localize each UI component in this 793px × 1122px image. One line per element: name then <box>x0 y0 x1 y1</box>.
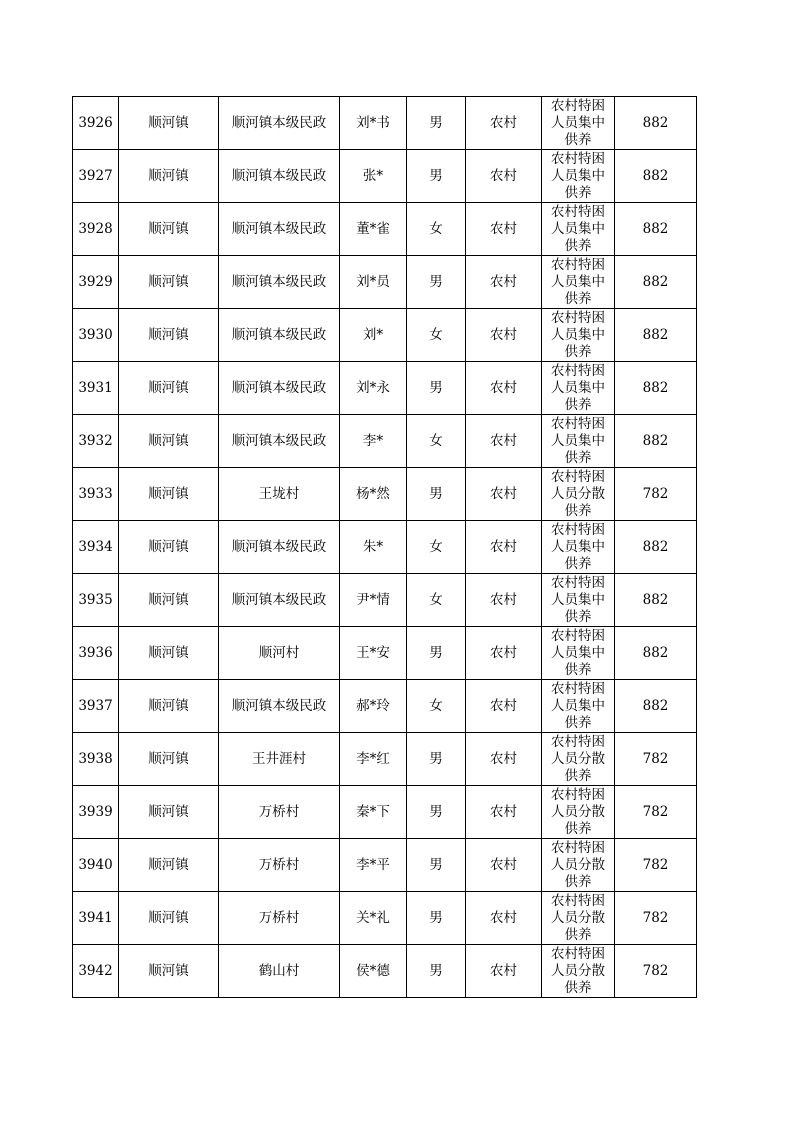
support-type-line: 供养 <box>564 874 592 890</box>
unit-cell: 顺河镇本级民政 <box>219 574 340 627</box>
support-type-cell <box>542 733 615 786</box>
support-type-line: 农村特困 <box>551 787 605 803</box>
support-type-line: 人员分散 <box>551 751 605 767</box>
table-row <box>73 945 697 998</box>
person-name-cell: 朱* <box>340 521 407 574</box>
unit-cell: 王井涯村 <box>219 733 340 786</box>
support-type-line: 供养 <box>564 397 592 413</box>
area-cell: 农村 <box>466 256 542 309</box>
town-cell: 顺河镇 <box>119 627 219 680</box>
amount-cell: 782 <box>615 733 697 786</box>
record-id-cell: 3934 <box>73 521 119 574</box>
support-type-line: 人员集中 <box>551 592 605 608</box>
person-name-cell: 王*安 <box>340 627 407 680</box>
table-row <box>73 627 697 680</box>
town-cell: 顺河镇 <box>119 574 219 627</box>
area-cell: 农村 <box>466 150 542 203</box>
area-cell: 农村 <box>466 203 542 256</box>
unit-cell: 顺河镇本级民政 <box>219 203 340 256</box>
record-id-cell: 3935 <box>73 574 119 627</box>
support-type-cell <box>542 680 615 733</box>
gender-cell: 男 <box>407 733 466 786</box>
town-cell: 顺河镇 <box>119 203 219 256</box>
table-row <box>73 150 697 203</box>
support-type-line: 人员集中 <box>551 274 605 290</box>
support-type-line: 农村特困 <box>551 310 605 326</box>
table-row <box>73 680 697 733</box>
support-type-line: 农村特困 <box>551 522 605 538</box>
unit-cell: 顺河村 <box>219 627 340 680</box>
support-type-line: 人员集中 <box>551 539 605 555</box>
support-type-line: 供养 <box>564 609 592 625</box>
record-id-cell: 3936 <box>73 627 119 680</box>
gender-cell: 男 <box>407 627 466 680</box>
support-type-line: 人员集中 <box>551 645 605 661</box>
gender-cell: 女 <box>407 521 466 574</box>
gender-cell: 女 <box>407 203 466 256</box>
area-cell: 农村 <box>466 362 542 415</box>
support-type-cell <box>542 415 615 468</box>
support-type-cell <box>542 892 615 945</box>
support-type-cell <box>542 256 615 309</box>
support-type-cell <box>542 521 615 574</box>
unit-cell: 鹤山村 <box>219 945 340 998</box>
area-cell: 农村 <box>466 521 542 574</box>
table-row <box>73 839 697 892</box>
unit-cell: 顺河镇本级民政 <box>219 97 340 150</box>
support-type-line: 农村特困 <box>551 840 605 856</box>
record-id-cell: 3931 <box>73 362 119 415</box>
amount-cell: 882 <box>615 521 697 574</box>
amount-cell: 782 <box>615 945 697 998</box>
record-id-cell: 3939 <box>73 786 119 839</box>
gender-cell: 女 <box>407 574 466 627</box>
support-type-line: 人员分散 <box>551 857 605 873</box>
gender-cell: 男 <box>407 362 466 415</box>
record-id-cell: 3930 <box>73 309 119 362</box>
unit-cell: 顺河镇本级民政 <box>219 415 340 468</box>
amount-cell: 882 <box>615 309 697 362</box>
person-name-cell: 李*红 <box>340 733 407 786</box>
support-type-line: 农村特困 <box>551 893 605 909</box>
unit-cell: 万桥村 <box>219 786 340 839</box>
gender-cell: 男 <box>407 892 466 945</box>
support-type-line: 供养 <box>564 662 592 678</box>
support-type-line: 农村特困 <box>551 363 605 379</box>
support-type-line: 人员集中 <box>551 433 605 449</box>
record-id-cell: 3926 <box>73 97 119 150</box>
support-type-line: 农村特困 <box>551 681 605 697</box>
support-type-line: 农村特困 <box>551 734 605 750</box>
gender-cell: 男 <box>407 150 466 203</box>
town-cell: 顺河镇 <box>119 892 219 945</box>
gender-cell: 男 <box>407 839 466 892</box>
amount-cell: 782 <box>615 468 697 521</box>
record-id-cell: 3933 <box>73 468 119 521</box>
amount-cell: 882 <box>615 627 697 680</box>
record-id-cell: 3941 <box>73 892 119 945</box>
area-cell: 农村 <box>466 309 542 362</box>
area-cell: 农村 <box>466 839 542 892</box>
gender-cell: 男 <box>407 256 466 309</box>
support-type-cell <box>542 97 615 150</box>
support-type-cell <box>542 627 615 680</box>
record-id-cell: 3927 <box>73 150 119 203</box>
record-id-cell: 3940 <box>73 839 119 892</box>
table-row <box>73 415 697 468</box>
record-id-cell: 3937 <box>73 680 119 733</box>
support-type-line: 供养 <box>564 344 592 360</box>
support-type-line: 供养 <box>564 238 592 254</box>
table-row <box>73 203 697 256</box>
support-type-cell <box>542 468 615 521</box>
town-cell: 顺河镇 <box>119 945 219 998</box>
support-type-line: 人员集中 <box>551 380 605 396</box>
table-row <box>73 733 697 786</box>
table-row <box>73 309 697 362</box>
gender-cell: 男 <box>407 97 466 150</box>
support-type-cell <box>542 574 615 627</box>
support-type-line: 农村特困 <box>551 628 605 644</box>
gender-cell: 男 <box>407 945 466 998</box>
record-id-cell: 3942 <box>73 945 119 998</box>
support-type-line: 人员分散 <box>551 910 605 926</box>
person-name-cell: 郝*玲 <box>340 680 407 733</box>
person-name-cell: 刘*书 <box>340 97 407 150</box>
support-type-line: 供养 <box>564 768 592 784</box>
unit-cell: 顺河镇本级民政 <box>219 309 340 362</box>
unit-cell: 顺河镇本级民政 <box>219 362 340 415</box>
area-cell: 农村 <box>466 415 542 468</box>
table-row <box>73 892 697 945</box>
person-name-cell: 尹*情 <box>340 574 407 627</box>
support-type-line: 农村特困 <box>551 257 605 273</box>
person-name-cell: 张* <box>340 150 407 203</box>
support-type-line: 人员分散 <box>551 804 605 820</box>
unit-cell: 顺河镇本级民政 <box>219 680 340 733</box>
support-type-line: 供养 <box>564 821 592 837</box>
amount-cell: 882 <box>615 256 697 309</box>
support-type-line: 农村特困 <box>551 469 605 485</box>
record-id-cell: 3929 <box>73 256 119 309</box>
amount-cell: 882 <box>615 415 697 468</box>
table-row <box>73 574 697 627</box>
support-type-line: 人员集中 <box>551 698 605 714</box>
town-cell: 顺河镇 <box>119 521 219 574</box>
support-type-line: 农村特困 <box>551 151 605 167</box>
gender-cell: 男 <box>407 468 466 521</box>
gender-cell: 女 <box>407 415 466 468</box>
area-cell: 农村 <box>466 786 542 839</box>
unit-cell: 顺河镇本级民政 <box>219 150 340 203</box>
area-cell: 农村 <box>466 733 542 786</box>
amount-cell: 882 <box>615 574 697 627</box>
support-type-line: 供养 <box>564 715 592 731</box>
area-cell: 农村 <box>466 627 542 680</box>
support-type-line: 人员分散 <box>551 486 605 502</box>
table-row <box>73 97 697 150</box>
unit-cell: 王垅村 <box>219 468 340 521</box>
amount-cell: 782 <box>615 786 697 839</box>
town-cell: 顺河镇 <box>119 362 219 415</box>
area-cell: 农村 <box>466 945 542 998</box>
amount-cell: 782 <box>615 892 697 945</box>
person-name-cell: 刘*员 <box>340 256 407 309</box>
town-cell: 顺河镇 <box>119 680 219 733</box>
support-type-line: 供养 <box>564 132 592 148</box>
support-type-cell <box>542 945 615 998</box>
area-cell: 农村 <box>466 97 542 150</box>
person-name-cell: 刘* <box>340 309 407 362</box>
town-cell: 顺河镇 <box>119 786 219 839</box>
town-cell: 顺河镇 <box>119 150 219 203</box>
table-row <box>73 256 697 309</box>
unit-cell: 顺河镇本级民政 <box>219 521 340 574</box>
unit-cell: 万桥村 <box>219 839 340 892</box>
person-name-cell: 李* <box>340 415 407 468</box>
support-type-cell <box>542 203 615 256</box>
amount-cell: 882 <box>615 680 697 733</box>
town-cell: 顺河镇 <box>119 97 219 150</box>
support-type-line: 人员分散 <box>551 963 605 979</box>
amount-cell: 882 <box>615 150 697 203</box>
support-type-line: 人员集中 <box>551 115 605 131</box>
support-type-line: 农村特困 <box>551 946 605 962</box>
support-type-line: 农村特困 <box>551 204 605 220</box>
table-row <box>73 362 697 415</box>
support-type-cell <box>542 786 615 839</box>
support-type-line: 供养 <box>564 980 592 996</box>
support-type-cell <box>542 839 615 892</box>
record-id-cell: 3928 <box>73 203 119 256</box>
support-type-cell <box>542 150 615 203</box>
record-id-cell: 3938 <box>73 733 119 786</box>
table-body <box>73 97 697 998</box>
unit-cell: 万桥村 <box>219 892 340 945</box>
support-type-line: 农村特困 <box>551 98 605 114</box>
record-id-cell: 3932 <box>73 415 119 468</box>
table-row <box>73 468 697 521</box>
support-type-line: 人员集中 <box>551 221 605 237</box>
support-type-line: 供养 <box>564 556 592 572</box>
amount-cell: 882 <box>615 97 697 150</box>
unit-cell: 顺河镇本级民政 <box>219 256 340 309</box>
amount-cell: 882 <box>615 203 697 256</box>
person-name-cell: 秦*下 <box>340 786 407 839</box>
support-type-line: 供养 <box>564 927 592 943</box>
table-row <box>73 521 697 574</box>
support-type-line: 人员集中 <box>551 327 605 343</box>
person-name-cell: 侯*德 <box>340 945 407 998</box>
town-cell: 顺河镇 <box>119 839 219 892</box>
amount-cell: 782 <box>615 839 697 892</box>
support-type-line: 供养 <box>564 450 592 466</box>
gender-cell: 女 <box>407 309 466 362</box>
table-row <box>73 786 697 839</box>
support-type-line: 农村特困 <box>551 575 605 591</box>
area-cell: 农村 <box>466 468 542 521</box>
amount-cell: 882 <box>615 362 697 415</box>
person-name-cell: 杨*然 <box>340 468 407 521</box>
town-cell: 顺河镇 <box>119 309 219 362</box>
person-name-cell: 董*雀 <box>340 203 407 256</box>
support-type-line: 农村特困 <box>551 416 605 432</box>
support-type-cell <box>542 362 615 415</box>
area-cell: 农村 <box>466 680 542 733</box>
records-table <box>72 96 697 998</box>
support-type-line: 供养 <box>564 291 592 307</box>
gender-cell: 女 <box>407 680 466 733</box>
support-type-line: 人员集中 <box>551 168 605 184</box>
person-name-cell: 李*平 <box>340 839 407 892</box>
town-cell: 顺河镇 <box>119 733 219 786</box>
town-cell: 顺河镇 <box>119 256 219 309</box>
area-cell: 农村 <box>466 892 542 945</box>
gender-cell: 男 <box>407 786 466 839</box>
support-type-line: 供养 <box>564 185 592 201</box>
town-cell: 顺河镇 <box>119 415 219 468</box>
person-name-cell: 刘*永 <box>340 362 407 415</box>
support-type-cell <box>542 309 615 362</box>
support-type-line: 供养 <box>564 503 592 519</box>
person-name-cell: 关*礼 <box>340 892 407 945</box>
town-cell: 顺河镇 <box>119 468 219 521</box>
area-cell: 农村 <box>466 574 542 627</box>
